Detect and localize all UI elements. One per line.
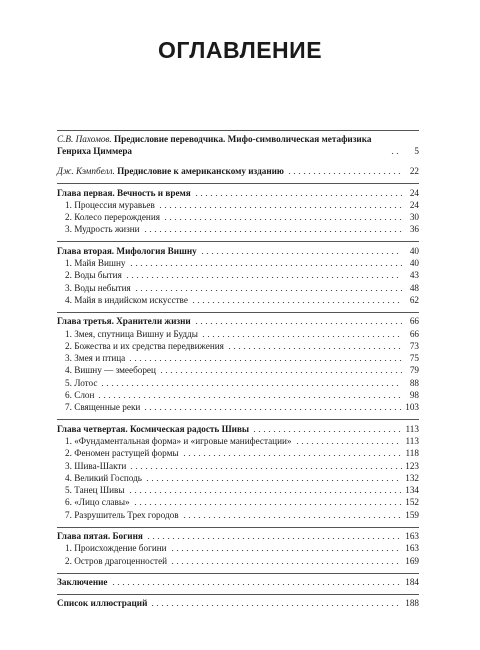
page-number: 188: [405, 598, 419, 609]
toc-item[interactable]: [57, 294, 419, 306]
dot-leader: [128, 492, 402, 493]
chapter-section: [57, 573, 419, 588]
item-title: 3. Змея и птица: [65, 353, 126, 364]
dot-leader: [295, 443, 402, 444]
table-of-contents: [57, 130, 419, 609]
item-title: 2. Божества и их средства передвижения: [65, 340, 224, 351]
dot-leader: [194, 323, 402, 324]
page-number: 98: [409, 390, 419, 401]
preface-entry[interactable]: [57, 163, 419, 177]
toc-item[interactable]: [57, 508, 419, 520]
page-number: 79: [409, 365, 419, 376]
chapter-heading[interactable]: [57, 244, 419, 256]
dot-leader: [129, 265, 402, 266]
page-number: 43: [409, 270, 419, 281]
chapter-section: [57, 419, 419, 520]
dot-leader: [97, 397, 402, 398]
dot-leader: [158, 207, 402, 208]
dot-leader: [182, 455, 402, 456]
toc-item[interactable]: [57, 484, 419, 496]
page-number: 75: [409, 353, 419, 364]
item-title: 1. Майя Вишну: [65, 258, 126, 269]
dot-leader: [125, 277, 402, 278]
chapter-heading[interactable]: [57, 315, 419, 327]
page-number: 123: [405, 460, 419, 471]
dot-leader: [143, 409, 402, 410]
item-title: 1. Происхождение богини: [65, 543, 167, 554]
page-number: 40: [409, 245, 419, 256]
chapter-section: [57, 594, 419, 609]
page-number: 48: [409, 282, 419, 293]
toc-item[interactable]: [57, 199, 419, 211]
toc-item[interactable]: [57, 472, 419, 484]
toc-item[interactable]: [57, 459, 419, 471]
page-number: 62: [409, 294, 419, 305]
toc-item[interactable]: [57, 327, 419, 339]
dot-leader: [111, 584, 403, 585]
page-number: 66: [409, 316, 419, 327]
page-number: 22: [409, 166, 419, 177]
preface-title: Предисловие переводчика. Мифо-символическая метафизика Генриха Циммера: [57, 134, 372, 156]
page-number: 66: [409, 328, 419, 339]
page-number: 73: [409, 340, 419, 351]
item-title: 7. Священные реки: [65, 402, 141, 413]
item-title: 2. Феномен растущей формы: [65, 448, 179, 459]
entry-text: [57, 133, 387, 157]
toc-item[interactable]: [57, 376, 419, 388]
item-title: 2. Колесо перерождения: [65, 212, 160, 223]
item-title: 2. Воды бытия: [65, 270, 122, 281]
page-number: 113: [405, 435, 419, 446]
page-number: 159: [405, 509, 419, 520]
item-title: 4. Майя в индийском искусстве: [65, 294, 188, 305]
dot-leader: [201, 336, 402, 337]
toc-item[interactable]: [57, 223, 419, 235]
page-number: 36: [409, 224, 419, 235]
page-number: 184: [405, 576, 419, 587]
chapter-title: Список иллюстраций: [57, 598, 148, 609]
chapter-heading[interactable]: [57, 186, 419, 198]
page-number: 5: [414, 146, 419, 156]
dot-leader: [194, 195, 402, 196]
chapter-heading[interactable]: [57, 576, 419, 588]
page-number: 103: [405, 402, 419, 413]
page-number: 134: [405, 485, 419, 496]
chapter-title: Глава первая. Вечность и время: [57, 187, 191, 198]
dot-leader: [145, 480, 402, 481]
preface-title: Предисловие к американскому изданию: [117, 166, 284, 177]
page-number: 118: [405, 448, 419, 459]
toc-item[interactable]: [57, 542, 419, 554]
prefaces-section: [57, 131, 419, 177]
toc-item[interactable]: [57, 447, 419, 459]
dot-leader: [390, 153, 402, 154]
toc-item[interactable]: [57, 340, 419, 352]
item-title: 6. «Лицо славы»: [65, 497, 130, 508]
chapter-section: [57, 312, 419, 413]
dot-leader: [134, 290, 402, 291]
dot-leader: [191, 302, 402, 303]
toc-item[interactable]: [57, 401, 419, 413]
dot-leader: [143, 231, 402, 232]
item-title: 5. Лотос: [65, 377, 98, 388]
chapter-heading[interactable]: [57, 422, 419, 434]
chapter-heading[interactable]: [57, 530, 419, 542]
toc-item[interactable]: [57, 389, 419, 401]
entry-text: [57, 165, 284, 177]
dot-leader: [133, 504, 402, 505]
page-number: 40: [409, 258, 419, 269]
toc-item[interactable]: [57, 269, 419, 281]
toc-item[interactable]: [57, 211, 419, 223]
page-number: 88: [409, 377, 419, 388]
toc-item[interactable]: [57, 281, 419, 293]
page-number: 113: [405, 423, 419, 434]
chapter-section: [57, 183, 419, 235]
item-title: 4. Вишну — змееборец: [65, 365, 156, 376]
item-title: 5. Танец Шивы: [65, 485, 125, 496]
page-number: 169: [405, 555, 419, 566]
chapters-section: [57, 183, 419, 609]
chapter-section: [57, 241, 419, 305]
dot-leader: [200, 253, 402, 254]
dot-leader: [159, 372, 402, 373]
item-title: 1. «Фундаментальная форма» и «игровые манифестации»: [65, 435, 292, 446]
page-number: 163: [405, 531, 419, 542]
item-title: 7. Разрушитель Трех городов: [65, 509, 179, 520]
dot-leader: [100, 385, 402, 386]
item-title: 1. Змея, спутница Вишну и Будды: [65, 328, 198, 339]
toc-row: [57, 165, 419, 177]
page-number: 24: [409, 187, 419, 198]
item-title: 3. Шива-Шакти: [65, 460, 127, 471]
chapter-title: Глава вторая. Мифология Вишну: [57, 245, 197, 256]
item-title: 2. Остров драгоценностей: [65, 555, 168, 566]
page-number: 24: [409, 199, 419, 210]
dot-leader: [128, 360, 402, 361]
page-number: 163: [405, 543, 419, 554]
item-title: 3. Воды небытия: [65, 282, 131, 293]
chapter-title: Глава пятая. Богиня: [57, 531, 143, 542]
toc-item[interactable]: [57, 435, 419, 447]
dot-leader: [227, 348, 402, 349]
dot-leader: [170, 563, 402, 564]
page-title: ОГЛАВЛЕНИЕ: [157, 37, 323, 63]
dot-leader: [129, 468, 402, 469]
chapter-title: Глава третья. Хранители жизни: [57, 316, 191, 327]
toc-item[interactable]: [57, 352, 419, 364]
dot-leader: [182, 517, 402, 518]
chapter-heading[interactable]: [57, 597, 419, 609]
item-title: 3. Мудрость жизни: [65, 224, 140, 235]
dot-leader: [287, 173, 402, 174]
preface-author: С.В. Пахомов.: [57, 134, 112, 144]
toc-item[interactable]: [57, 554, 419, 566]
page-number: 30: [409, 212, 419, 223]
item-title: 4. Великий Господь: [65, 472, 143, 483]
toc-row: [57, 133, 419, 157]
dot-leader: [163, 219, 402, 220]
chapter-section: [57, 527, 419, 567]
item-title: 6. Слон: [65, 390, 95, 401]
chapter-title: Заключение: [57, 576, 108, 587]
toc-item[interactable]: [57, 257, 419, 269]
preface-author: Дж. Кэмпбелл.: [57, 166, 115, 177]
page-number: 132: [405, 472, 419, 483]
preface-entry[interactable]: [57, 131, 419, 157]
page-number: 152: [405, 497, 419, 508]
toc-item[interactable]: [57, 496, 419, 508]
item-title: 1. Процессия муравьев: [65, 199, 155, 210]
dot-leader: [150, 605, 402, 606]
dot-leader: [252, 431, 402, 432]
chapter-title: Глава четвертая. Космическая радость Шивы: [57, 423, 250, 434]
toc-item[interactable]: [57, 364, 419, 376]
dot-leader: [146, 538, 402, 539]
dot-leader: [170, 550, 402, 551]
